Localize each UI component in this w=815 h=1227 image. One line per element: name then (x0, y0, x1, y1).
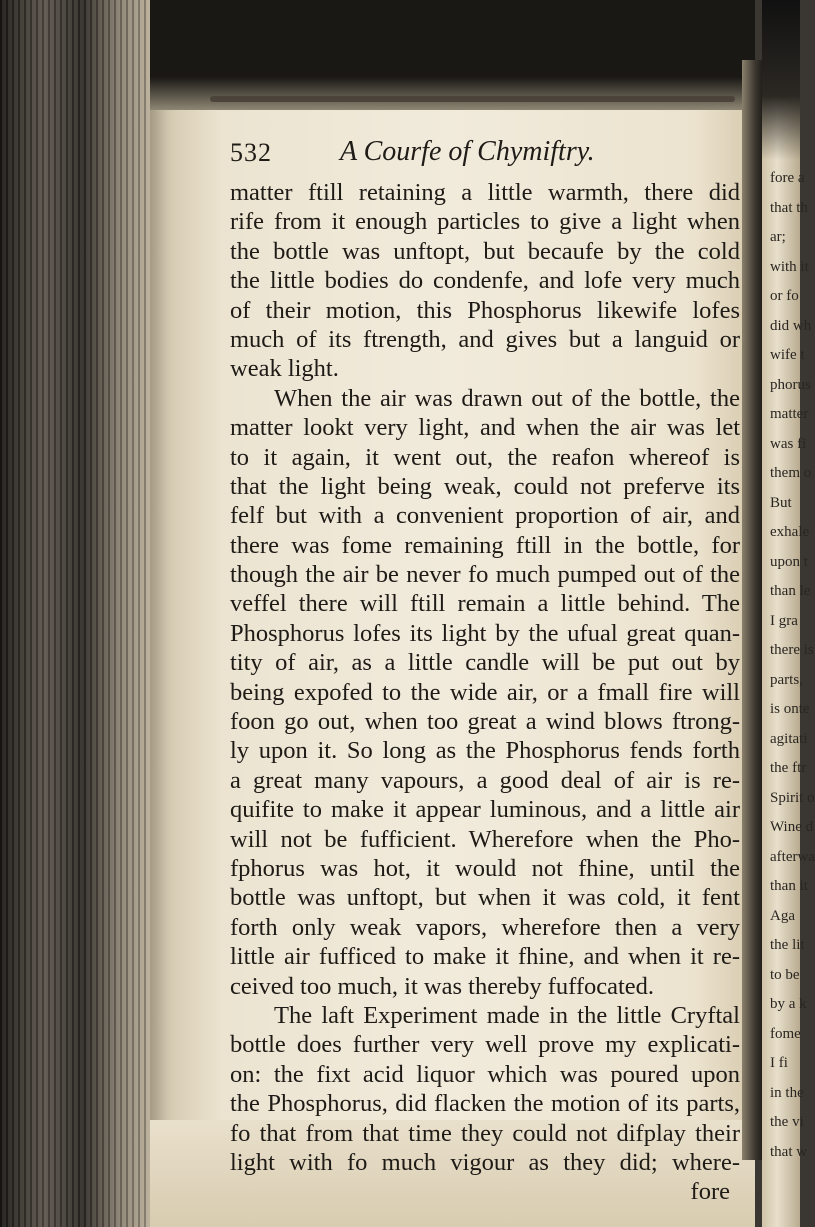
next-page-fragment: phorus (770, 376, 811, 393)
text-line: felf but with a convenient proportion of air, and (230, 502, 740, 530)
next-page-fragment: wife t (770, 347, 805, 363)
text-line: When the air was drawn out of the bottle, the (274, 384, 740, 412)
text-line: forth only weak vapors, wherefore then a very (230, 913, 740, 941)
next-page-fragment: the ftr (770, 760, 807, 776)
next-page-fragment: is onte (770, 701, 810, 717)
next-page-fragment: in the (770, 1084, 804, 1101)
next-page-fragment: that th (770, 199, 808, 216)
text-line: bottle does further very well prove my explicati- (230, 1031, 740, 1059)
text-line: being expofed to the wide air, or a fmall fire will (230, 678, 740, 706)
text-line: matter ftill retaining a little warmth, there did (230, 179, 740, 206)
text-line: bottle was unftopt, but when it was cold, it fent (230, 884, 740, 912)
text-line: there was fome remaining ftill in the bottle, for (230, 531, 740, 559)
next-page-fragment: I fi (770, 1055, 788, 1071)
text-line: The laft Experiment made in the little Cryftal (274, 1001, 740, 1029)
text-line: will not be fufficient. Wherefore when the Pho- (230, 825, 740, 853)
next-page-fragment: or fo (770, 288, 799, 304)
text-line: little air fufficed to make it fhine, and when it re- (230, 943, 740, 971)
text-line: rife from it enough particles to give a light when (230, 208, 740, 236)
next-page-fragment: that w (770, 1143, 808, 1160)
text-line: the bottle was unftopt, but becaufe by the cold (230, 237, 740, 265)
text-line: matter lookt very light, and when the air was let (230, 414, 740, 442)
next-page-fragment: the vi (770, 1114, 804, 1130)
next-page-fragment: upon t (770, 553, 808, 570)
text-line: fo that from that time they could not difplay their (230, 1119, 740, 1147)
next-page-fragment: ar; (770, 229, 786, 245)
next-page-fragment: exhale (770, 524, 810, 540)
text-line: light with fo much vigour as they did; where- (230, 1148, 740, 1176)
next-page-fragment: did wh (770, 317, 812, 334)
next-page-fragment: But (770, 494, 792, 511)
book-fold (742, 60, 764, 1160)
next-page-text-fragments (770, 164, 815, 1167)
text-line: ceived too much, it was thereby fuffocated. (230, 972, 655, 1000)
text-line: veffel there will ftill remain a little behind. The (230, 590, 740, 618)
text-line: on: the fixt acid liquor which was poured upon (230, 1060, 740, 1088)
body-text (230, 178, 740, 1207)
page-number: 532 (230, 138, 272, 167)
next-page-fragment: Spirit o (770, 789, 815, 806)
text-line: quifite to make it appear luminous, and a little air (230, 796, 740, 824)
text-line: the little bodies do condenfe, and lofe very much (230, 267, 740, 295)
next-page-fragment: matter (770, 406, 809, 422)
next-page-fragment: them o (770, 465, 812, 481)
text-line: though the air be never fo much pumped out of the (230, 561, 740, 589)
book-gutter-left (0, 0, 150, 1227)
next-page-fragment: afterwa (770, 848, 815, 865)
text-line: the Phosphorus, did flacken the motion of its parts, (230, 1090, 740, 1118)
text-line: fphorus was hot, it would not fhine, until the (230, 854, 740, 882)
running-title: A Courfe of Chymiftry. (340, 136, 595, 167)
text-line: ly upon it. So long as the Phosphorus fends forth (230, 737, 740, 765)
next-page-fragment: Aga (770, 907, 795, 924)
next-page-fragment: than it (770, 878, 808, 894)
next-page-fragment: Wine d (770, 819, 814, 835)
next-page-fragment: I gra (770, 612, 798, 629)
text-line: to it again, it went out, the reafon whereof is (230, 443, 740, 471)
text-line: much of its ftrength, and gives but a languid or (230, 325, 740, 353)
page-header (230, 138, 740, 176)
next-page-fragment: was fi (770, 435, 807, 452)
page-top-shadow (150, 0, 755, 110)
text-line: tity of air, as a little candle will be put out by (230, 649, 740, 677)
text-line: that the light being weak, could not preferve its (230, 472, 740, 500)
text-line: a great many vapours, a good deal of air is re- (230, 766, 740, 794)
next-page-fragment: fome (770, 1025, 801, 1042)
text-line: weak light. (230, 355, 339, 383)
text-line: Phosphorus lofes its light by the ufual great quan- (230, 619, 740, 647)
next-page-fragment: agitati (770, 730, 808, 747)
text-line: of their motion, this Phosphorus likewife lofes (230, 296, 740, 324)
next-page-fragment: fore a (770, 170, 805, 186)
next-page-fragment: there is (770, 642, 814, 658)
next-page-fragment: with it (770, 258, 809, 275)
text-line: foon go out, when too great a wind blows ftrong- (230, 708, 740, 736)
next-page-fragment: to be (770, 966, 800, 983)
next-page-fragment: the lit (770, 937, 805, 953)
next-page-fragment: than le (770, 583, 811, 599)
next-page-fragment: by a k (770, 996, 807, 1012)
next-page-fragment: parts, (770, 671, 803, 688)
text-line: fore (690, 1178, 730, 1206)
